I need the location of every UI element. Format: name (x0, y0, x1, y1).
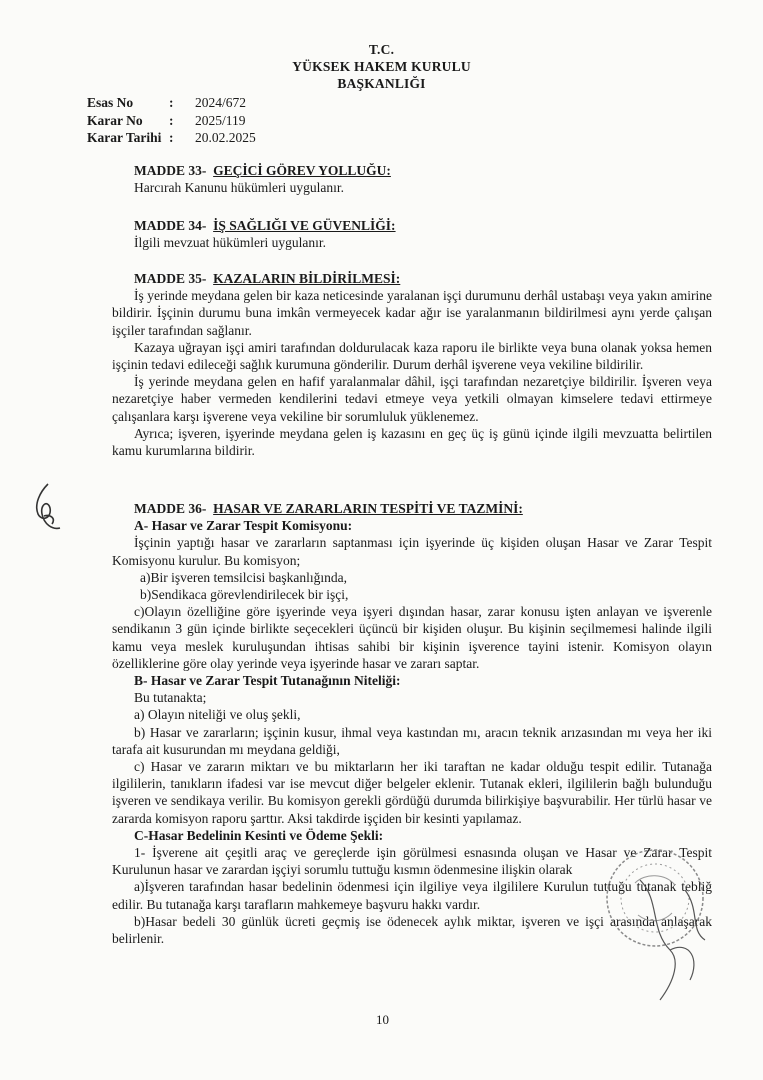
margin-signature-icon (30, 478, 64, 534)
meta-colon: : (169, 130, 174, 145)
header-institution: YÜKSEK HAKEM KURULU (292, 59, 471, 74)
paragraph: İşçinin yaptığı hasar ve zararların saptanması için işyerinde üç kişiden oluşan Hasar ve Zarar Tespit Komisyonu kurulur. Bu komisyon; (112, 535, 712, 568)
meta-tarih-row (87, 129, 256, 147)
article-title: İŞ SAĞLIĞI VE GÜVENLİĞİ: (213, 218, 396, 233)
subsection-b-title: B- Hasar ve Zarar Tespit Tutanağının Niteliği: (134, 673, 401, 689)
paragraph: 1- İşverene ait çeşitli araç ve gereçlerde işin görülmesi esnasında oluşan ve Hasar ve Zarar Tespit Kurulunun hasar ve zarardan işçiyi sorumlu tuttuğu kısmın ödenmesine ilişkin olarak (112, 845, 712, 878)
paragraph: İş yerinde meydana gelen en hafif yaralanmalar dâhil, işçi tarafından nezaretçiye bildirilir. İşveren veya nezaretçiye haber vermeden kendilerini tedavi etmeye veya yetkili olmayan kimselere tedavi ettirmeye çalışanlara karşı işverene veya vekiline bir sorumluluk yüklenemez. (112, 374, 712, 424)
article-label: MADDE 35- (134, 271, 207, 286)
article-label: MADDE 33- (134, 163, 207, 178)
list-item: a)İşveren tarafından hasar bedelinin ödenmesi için ilgiliye veya ilgililere Kurulun tuttuğu tutanak tebliğ edilir. Bu tutanağa karşı tarafların mahkemeye başvuru hakkı vardır. (112, 879, 712, 912)
article-title: HASAR VE ZARARLARIN TESPİTİ VE TAZMİNİ: (213, 501, 523, 516)
article-title: KAZALARIN BİLDİRİLMESİ: (213, 271, 401, 286)
paragraph: İş yerinde meydana gelen bir kaza neticesinde yaralanan işçi durumunu derhâl ustabaşı veya yakın amirine bildirir. İşçinin durumu buna imkân vermeyecek kadar ağır ise yaralanmanın bildirilmesi aynı yerde çalışan işçiler tarafından sağlanır. (112, 288, 712, 338)
article-35 (112, 270, 712, 459)
header-presidency: BAŞKANLIĞI (337, 76, 426, 91)
meta-value: 20.02.2025 (195, 130, 256, 145)
subsection-c-title: C-Hasar Bedelinin Kesinti ve Ödeme Şekli: (134, 827, 384, 843)
handwritten-signature-icon (630, 860, 720, 1040)
list-item: c)Olayın özelliğine göre işyerinde veya işyeri dışından hasar, zarar konusu işten anlayan ve işverenle sendikanın 3 gün içinde birlikte seçecekleri üçüncü bir kişiden oluşur. Bu kişinin seçilmemesi halinde ilgili kamu veya meslek kuruluşundan ihtisas sahibi bir kişinin işverence tayini istenir. Komisyon olayın özelliklerine göre olay yerinde veya işyerinde hasar ve zararı saptar. (112, 604, 712, 671)
article-title: GEÇİCİ GÖREV YOLLUĞU: (213, 163, 391, 178)
page-number: 10 (376, 1012, 389, 1027)
article-33 (112, 162, 712, 196)
case-meta (87, 94, 256, 147)
paragraph: Ayrıca; işveren, işyerinde meydana gelen iş kazasını en geç üç iş günü içinde ilgili mevzuatta belirtilen kamu kurumlarına bildirir. (112, 425, 712, 459)
meta-key: Karar Tarihi (87, 130, 162, 145)
article-heading (134, 500, 712, 517)
header-tc: T.C. (368, 42, 395, 57)
meta-esas-row (87, 94, 256, 112)
list-item: b)Hasar bedeli 30 günlük ücreti geçmiş ise ödenecek aylık miktar, işveren ve işçi arasında anlaşarak belirlenir. (112, 913, 712, 947)
article-label: MADDE 36- (134, 501, 207, 516)
article-heading (134, 162, 712, 179)
meta-colon: : (169, 112, 174, 128)
subsection-a-title: A- Hasar ve Zarar Tespit Komisyonu: (134, 518, 353, 534)
paragraph: Kazaya uğrayan işçi amiri tarafından doldurulacak kaza raporu ile birlikte veya buna olanak yoksa hemen işçinin tedavi edileceği sağlık kurumuna gönderilir. Durum derhâl işverene veya vekiline bildirilir. (112, 339, 712, 373)
article-text: Harcırah Kanunu hükümleri uygulanır. (134, 180, 344, 196)
article-label: MADDE 34- (134, 218, 207, 233)
list-item: c) Hasar ve zararın miktarı ve bu miktarların her iki taraftan ne kadar olduğu tespit edilir. Tutanağa ilgililerin, tanıkların ifadesi var ise mevcut diğer belgeler eklenir. Tutanak ekleri, ilgililerin bağlı bulunduğu işveren ve sendikaya verilir. Bu komisyon gerekli gördüğü durumda bilirkişiye başvurabilir. Her türlü hasar ve zararda komisyon raporu şarttır. Aksi takdirde işçiden bir kesinti yapılamaz. (112, 759, 712, 826)
meta-value: 2024/672 (195, 95, 247, 110)
paragraph: Bu tutanakta; (134, 690, 207, 706)
article-heading (134, 217, 712, 234)
list-item: b)Sendikaca görevlendirilecek bir işçi, (140, 587, 349, 603)
article-heading (134, 270, 712, 287)
article-text: İlgili mevzuat hükümleri uygulanır. (134, 235, 326, 251)
meta-key: Karar No (87, 112, 143, 128)
list-item: a) Olayın niteliği ve oluş şekli, (134, 707, 301, 723)
meta-key: Esas No (87, 95, 134, 110)
article-34 (112, 217, 712, 251)
meta-value: 2025/119 (195, 112, 246, 128)
meta-colon: : (169, 95, 174, 110)
meta-karar-row (87, 112, 256, 130)
list-item: b) Hasar ve zararların; işçinin kusur, ihmal veya kastından mı, aracın teknik arızasından mı veya her iki tarafa ait kusurundan mı meydana geldiği, (112, 724, 712, 757)
list-item: a)Bir işveren temsilcisi başkanlığında, (140, 569, 347, 585)
